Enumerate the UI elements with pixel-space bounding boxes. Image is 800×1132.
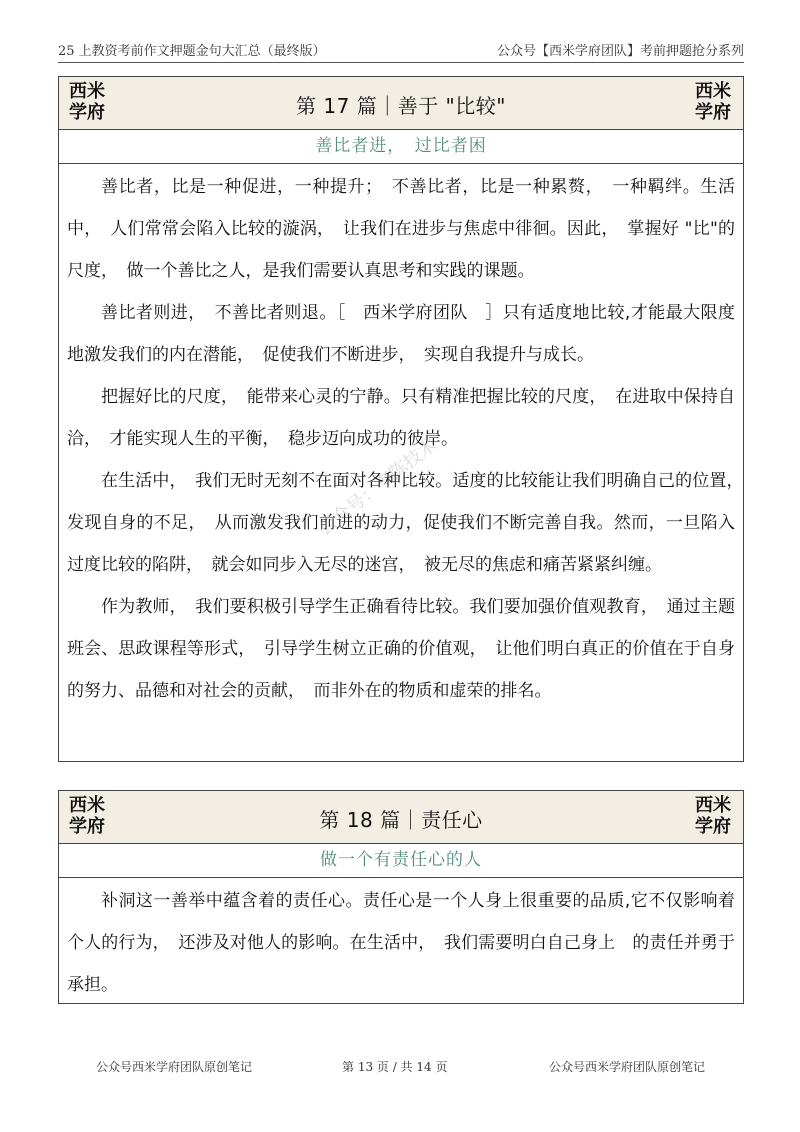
paragraph: 在生活中， 我们无时无刻不在面对各种比较。适度的比较能让我们明确自己的位置， 发现自身的不足， 从而激发我们前进的动力，促使我们不断完善自我。然而，一旦陷入过度比较的陷阱， 就会如同步入无尽的迷宫， 被无尽的焦虑和痛苦紧紧纠缠。 <box>67 471 752 575</box>
page-footer <box>0 1058 800 1078</box>
logo-line-2: 学府 <box>69 816 105 837</box>
footer-right-note: 公众号西米学府团队原创笔记 <box>549 1060 706 1074</box>
header-series-title: 公众号【西米学府团队】考前押题抢分系列 <box>496 44 744 59</box>
header-divider <box>58 62 744 63</box>
logo-line-1: 西米 <box>695 795 731 816</box>
logo-line-1: 西米 <box>69 81 105 102</box>
article-title: 第 18 篇｜责任心 <box>319 808 483 832</box>
page-number: 第 13 页 / 共 14 页 <box>342 1060 448 1074</box>
paragraph: 善比者，比是一种促进，一种提升； 不善比者，比是一种累赘， 一种羁绊。生活中， 人们常常会陷入比较的漩涡， 让我们在进步与焦虑中徘徊。因此， 掌握好 "比"的尺度， 做一个善比之人，是我们需要认真思考和实践的课题。 <box>67 177 735 281</box>
header-document-title: 25 上教资考前作文押题金句大汇总（最终版） <box>58 44 326 59</box>
paragraph: 补洞这一善举中蕴含着的责任心。责任心是一个人身上很重要的品质,它不仅影响着个人的行为， 还涉及对他人的影响。在生活中， 我们需要明白自己身上 的责任并勇于承担。 <box>67 891 735 995</box>
article-body <box>59 164 752 712</box>
brand-logo-right <box>691 795 735 837</box>
article-motto: 做一个有责任心的人 <box>59 844 743 878</box>
watermark: 公众号：李陈技术 <box>314 434 441 540</box>
logo-line-2: 学府 <box>695 816 731 837</box>
article-17 <box>58 76 752 762</box>
logo-line-1: 西米 <box>695 81 731 102</box>
article-body <box>59 878 743 1006</box>
logo-line-2: 学府 <box>695 102 731 123</box>
article-title-bar <box>59 77 743 130</box>
article-title-bar <box>59 791 743 844</box>
article-18 <box>58 790 744 1004</box>
paragraph: 善比者则进， 不善比者则退。［ 西米学府团队 ］只有适度地比较,才能最大限度地激发我们的内在潜能， 促使我们不断进步， 实现自我提升与成长。 <box>67 303 735 365</box>
paragraph: 把握好比的尺度， 能带来心灵的宁静。只有精准把握比较的尺度， 在进取中保持自洽， 才能实现人生的平衡， 稳步迈向成功的彼岸。 <box>67 387 735 449</box>
logo-line-2: 学府 <box>69 102 105 123</box>
brand-logo-right <box>691 81 735 123</box>
footer-left-note: 公众号西米学府团队原创笔记 <box>96 1060 253 1074</box>
article-motto: 善比者进， 过比者困 <box>59 130 743 164</box>
logo-line-1: 西米 <box>69 795 105 816</box>
paragraph: 作为教师， 我们要积极引导学生正确看待比较。我们要加强价值观教育， 通过主题班会、思政课程等形式， 引导学生树立正确的价值观， 让他们明白真正的价值在于自身的努力、品德和对社会的贡献， 而非外在的物质和虚荣的排名。 <box>67 597 735 701</box>
article-title: 第 17 篇｜善于 "比较" <box>296 94 506 118</box>
page-header <box>58 38 744 60</box>
